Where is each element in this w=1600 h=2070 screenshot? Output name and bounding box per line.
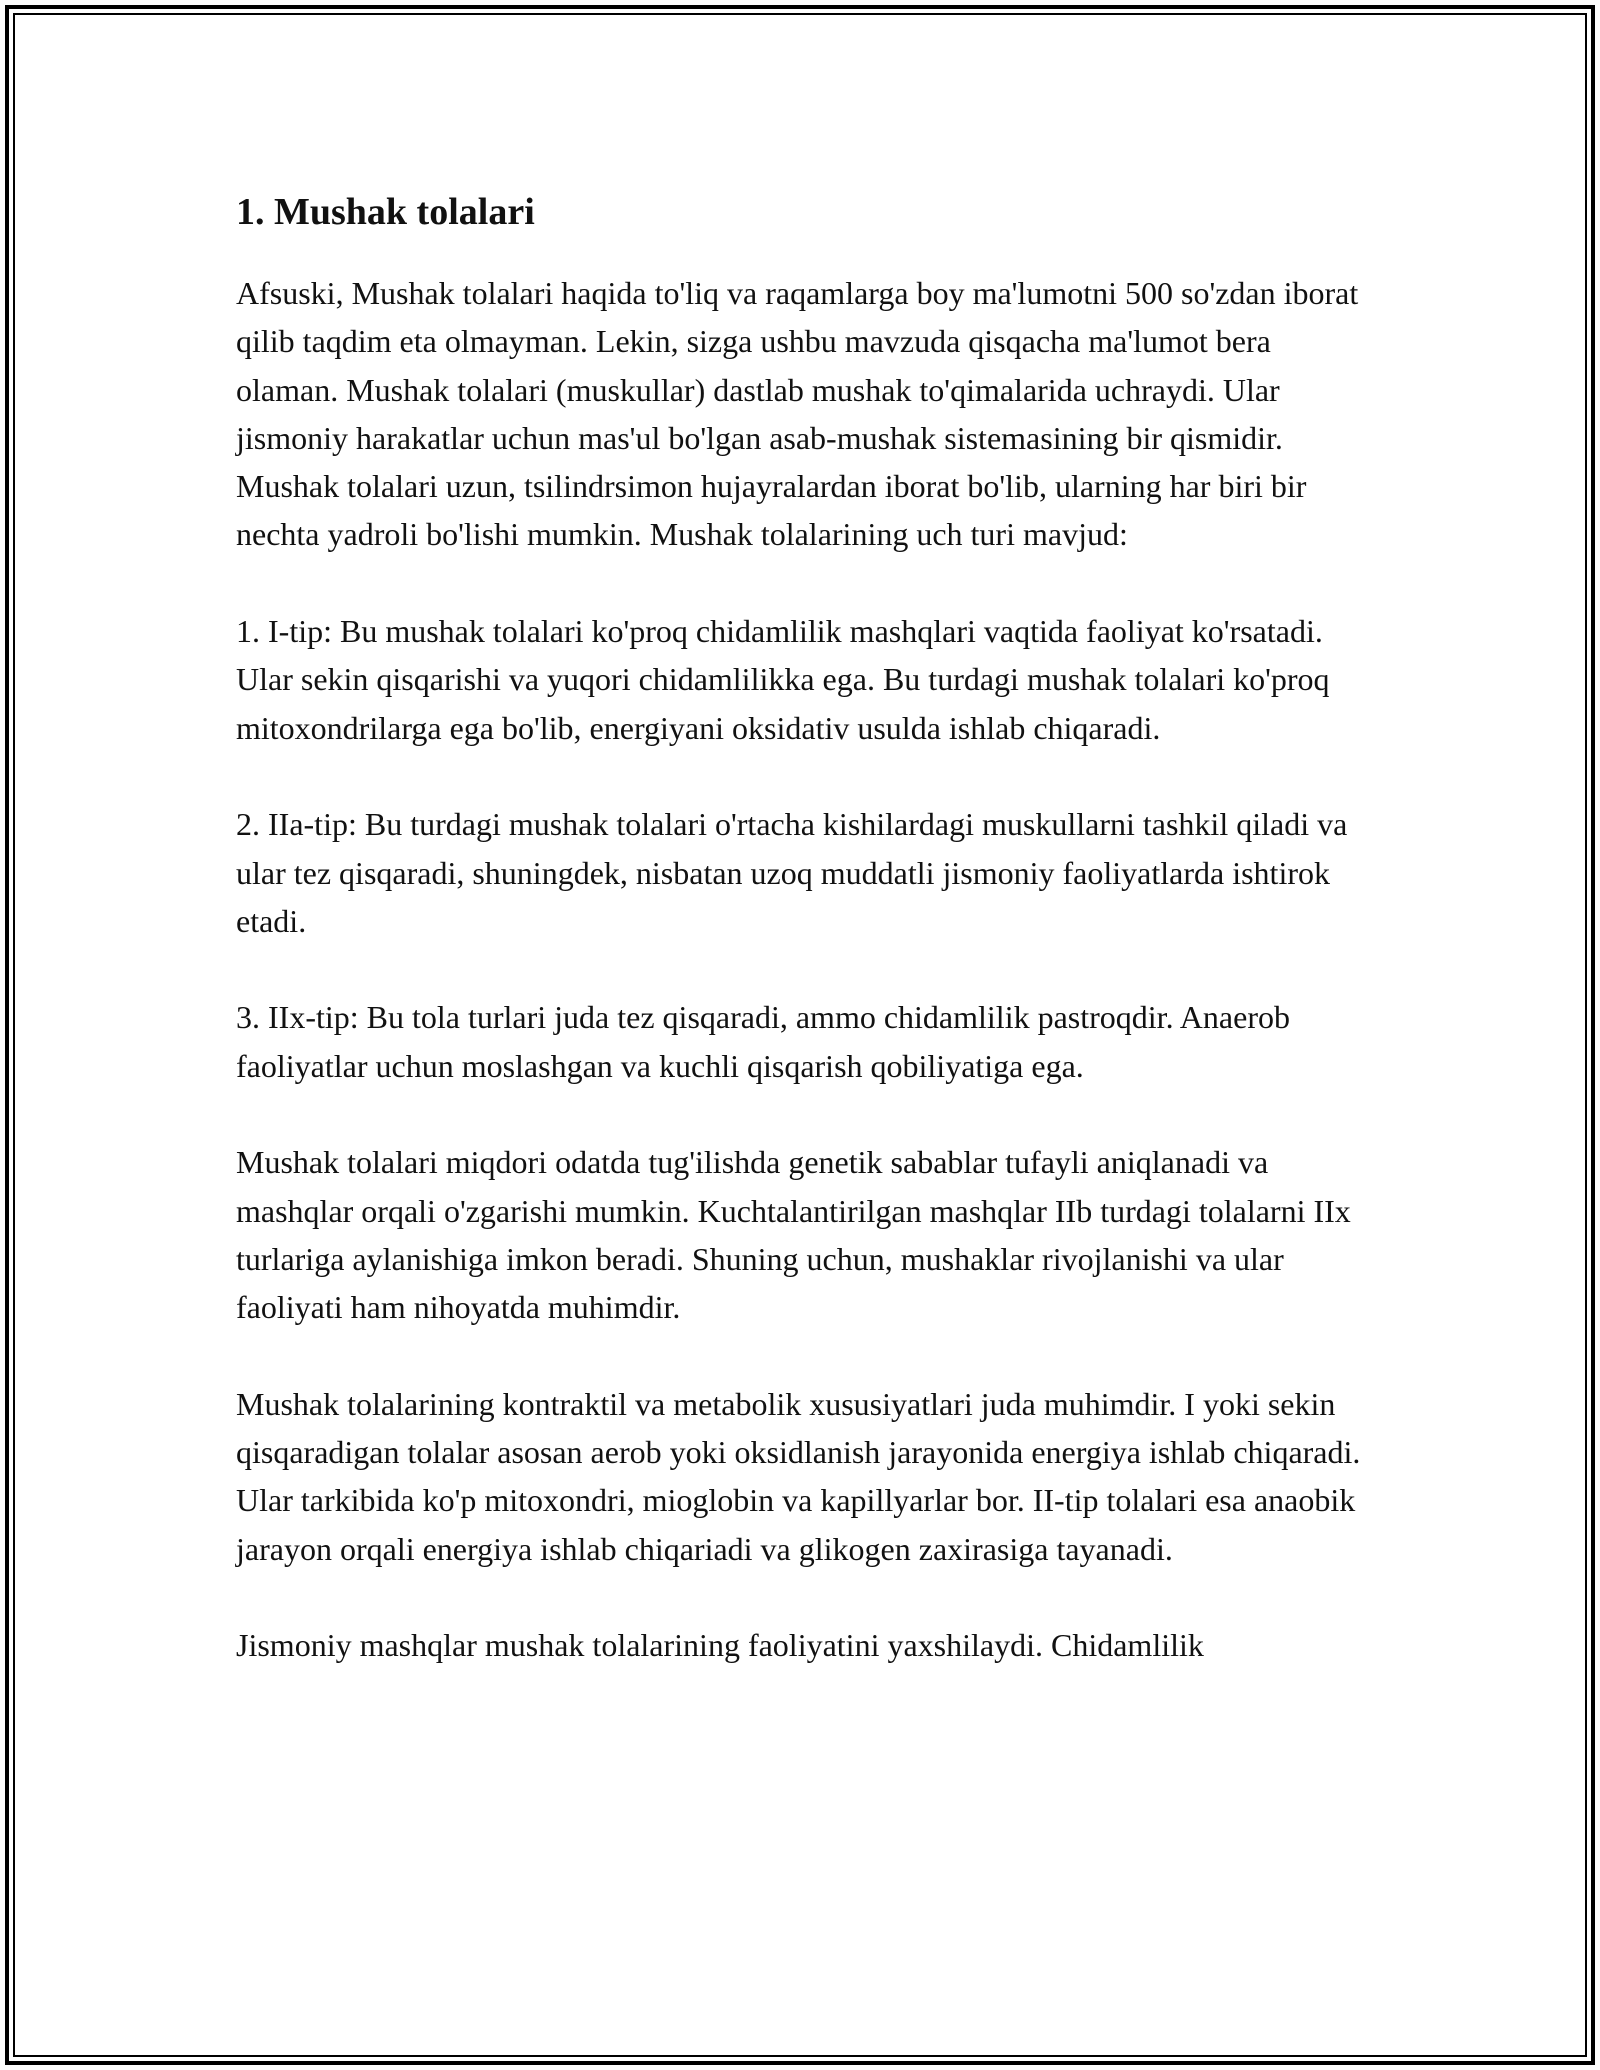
paragraph-metabolism: Mushak tolalarining kontraktil va metabolik xususiyatlari juda muhimdir. I yoki sekin qisqaradigan tolalar asosan aerob yoki oksidlanish jarayonida energiya ishlab chiqaradi. Ular tarkibida ko'p mitoxondri, mioglobin va kapillyarlar bor. II-tip tolalari esa anaobik jarayon orqali energiya ishlab chiqariadi va glikogen zaxirasiga tayanadi. [236, 1385, 1361, 1567]
document-title: 1. Mushak tolalari [236, 191, 535, 233]
paragraph-type-1: 1. I-tip: Bu mushak tolalari ko'proq chidamlilik mashqlari vaqtida faoliyat ko'rsatadi. Ular sekin qisqarishi va yuqori chidamlilikka ega. Bu turdagi mushak tolalari ko'proq mitoxondrilarga ega bo'lib, energiyani oksidativ usulda ishlab chiqaradi. [236, 613, 1330, 746]
paragraph-exercise: Jismoniy mashqlar mushak tolalarining faoliyatini yaxshilaydi. Chidamlilik [236, 1627, 1204, 1664]
paragraph-genetics: Mushak tolalari miqdori odatda tug'ilishda genetik sabablar tufayli aniqlanadi va mashqlar orqali o'zgarishi mumkin. Kuchtalantirilgan mashqlar IIb turdagi tolalarni IIx turlariga aylanishiga imkon beradi. Shuning uchun, mushaklar rivojlanishi va ular faoliyati ham nihoyatda muhimdir. [236, 1144, 1351, 1326]
paragraph-type-2x: 3. IIx-tip: Bu tola turlari juda tez qisqaradi, ammo chidamlilik pastroqdir. Anaerob faoliyatlar uchun moslashgan va kuchli qisqarish qobiliyatiga ega. [236, 999, 1290, 1084]
document-body [236, 185, 1376, 1670]
paragraph-intro: Afsuski, Mushak tolalari haqida to'liq va raqamlarga boy ma'lumotni 500 so'zdan iborat qilib taqdim eta olmayman. Lekin, sizga ushbu mavzuda qisqacha ma'lumot bera olaman. Mushak tolalari (muskullar) dastlab mushak to'qimalarida uchraydi. Ular jismoniy harakatlar uchun mas'ul bo'lgan asab-mushak sistemasining bir qismidir. Mushak tolalari uzun, tsilindrsimon hujayralardan iborat bo'lib, ularning har biri bir nechta yadroli bo'lishi mumkin. Mushak tolalarining uch turi mavjud: [236, 275, 1359, 553]
paragraph-type-2a: 2. IIa-tip: Bu turdagi mushak tolalari o'rtacha kishilardagi muskullarni tashkil qiladi va ular tez qisqaradi, shuningdek, nisbatan uzoq muddatli jismoniy faoliyatlarda ishtirok etadi. [236, 806, 1348, 939]
